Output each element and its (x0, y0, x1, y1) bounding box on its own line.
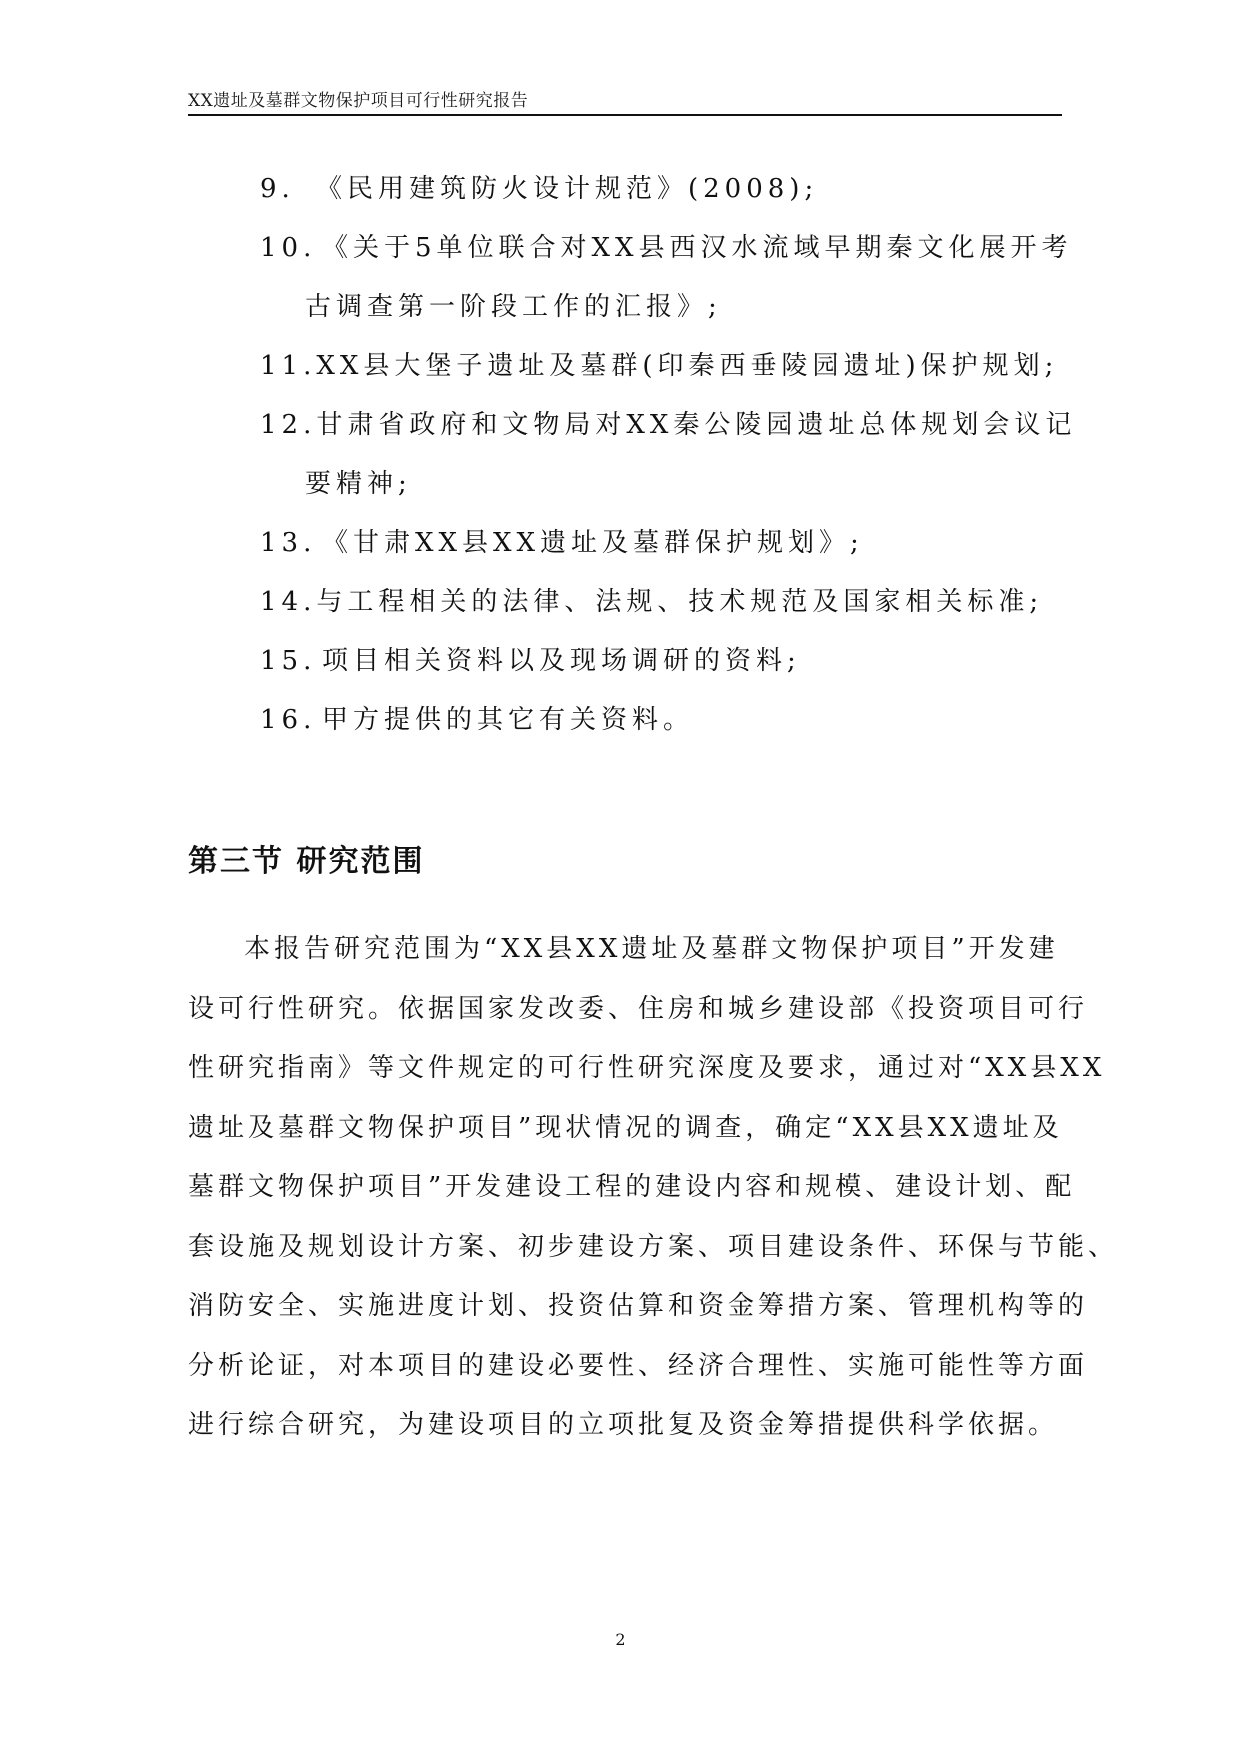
reference-text: 《甘肃XX县XX遗址及墓群保护规划》; (322, 528, 864, 558)
reference-text: 与工程相关的法律、法规、技术规范及国家相关标准; (316, 587, 1044, 617)
reference-number: 11. (260, 351, 317, 381)
reference-text: 项目相关资料以及现场调研的资料; (322, 646, 801, 676)
body-paragraph (188, 920, 1119, 1456)
page-number: 2 (615, 1630, 626, 1649)
reference-text-continuation: 古调查第一阶段工作的汇报》; (305, 292, 722, 322)
reference-number: 15. (260, 646, 317, 676)
reference-item (260, 219, 1073, 337)
reference-text: 《民用建筑防火设计规范》(2008); (316, 174, 819, 204)
reference-number: 14. (260, 587, 317, 617)
paragraph-line: 分析论证，对本项目的建设必要性、经济合理性、实施可能性等方面 (188, 1350, 1089, 1381)
reference-text: 《关于5单位联合对XX县西汉水流域早期秦文化展开考 (322, 233, 1073, 263)
paragraph-line: 套设施及规划设计方案、初步建设方案、项目建设条件、环保与节能、 (188, 1231, 1119, 1262)
reference-number: 16. (260, 705, 317, 735)
paragraph-line: 遗址及墓群文物保护项目”现状情况的调查，确定“XX县XX遗址及 (188, 1112, 1063, 1143)
paragraph-line: 设可行性研究。依据国家发改委、住房和城乡建设部《投资项目可行 (188, 993, 1089, 1024)
reference-text: 甲方提供的其它有关资料。 (322, 705, 695, 735)
reference-text: 甘肃省政府和文物局对XX秦公陵园遗址总体规划会议记 (316, 410, 1077, 440)
paragraph-line: 消防安全、实施进度计划、投资估算和资金筹措方案、管理机构等的 (188, 1291, 1089, 1321)
paragraph-line: 进行综合研究，为建设项目的立项批复及资金筹措提供科学依据。 (188, 1410, 1059, 1440)
section-heading: 第三节 研究范围 (188, 844, 425, 879)
reference-item (260, 514, 1062, 573)
reference-text-continuation: 要精神; (305, 469, 412, 499)
paragraph-line: 墓群文物保护项目”开发建设工程的建设内容和规模、建设计划、配 (188, 1172, 1076, 1202)
paragraph-line: 性研究指南》等文件规定的可行性研究深度及要求，通过对“XX县XX (188, 1053, 1106, 1083)
report-header-title: XX遗址及墓群文物保护项目可行性研究报告 (188, 91, 529, 111)
reference-number: 13. (260, 528, 317, 558)
reference-item (260, 632, 1062, 691)
reference-text: XX县大堡子遗址及墓群(印秦西垂陵园遗址)保护规划; (316, 351, 1059, 381)
reference-number: 10. (260, 233, 317, 263)
reference-item (260, 396, 1077, 514)
reference-item (260, 691, 1062, 750)
header-divider (188, 114, 1062, 116)
reference-number: 9. (260, 174, 295, 204)
reference-item (260, 337, 1062, 396)
reference-number: 12. (260, 410, 317, 440)
paragraph-line: 本报告研究范围为“XX县XX遗址及墓群文物保护项目”开发建 (244, 934, 1059, 964)
reference-list (260, 160, 1077, 750)
reference-item (260, 160, 1062, 219)
reference-item (260, 573, 1062, 632)
